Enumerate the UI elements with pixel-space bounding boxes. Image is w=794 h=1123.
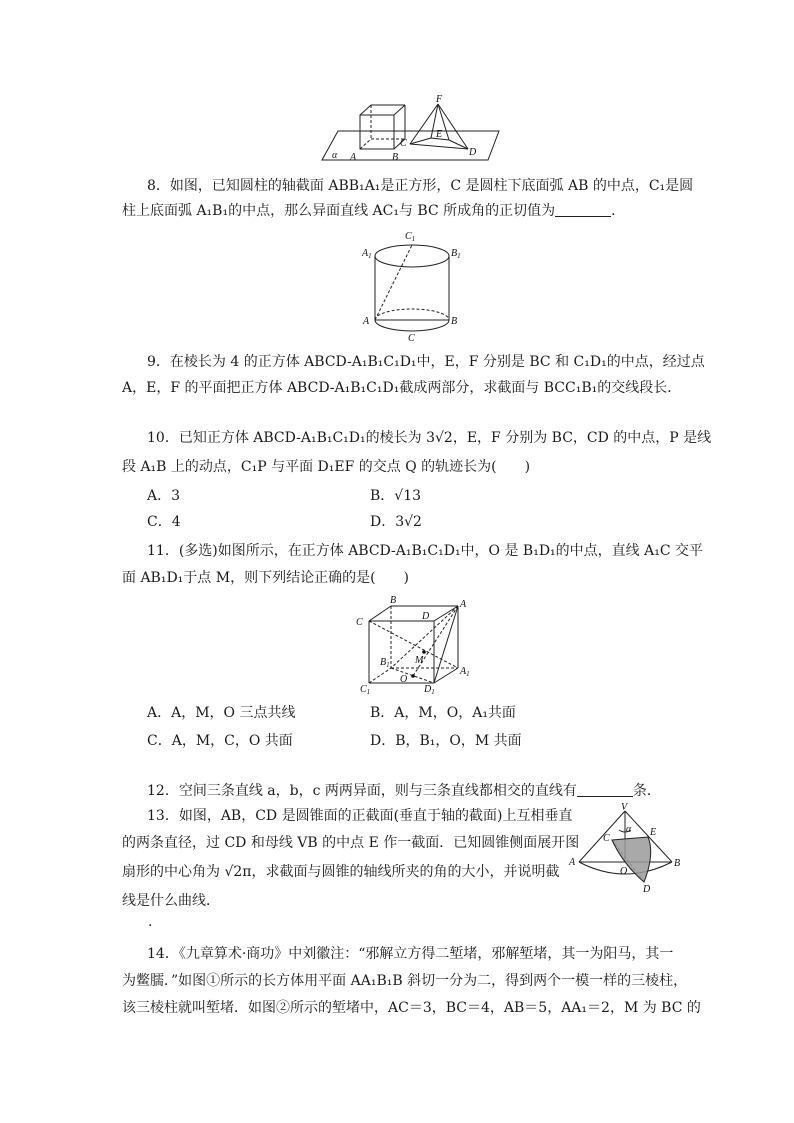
label-C: C bbox=[603, 833, 610, 844]
q11-line1: 11．(多选)如图所示，在正方体 ABCD-A₁B₁C₁D₁中，O 是 B₁D₁的中点，直线 A₁C 交平 bbox=[147, 543, 704, 559]
label-A1: $A_1$ bbox=[362, 248, 372, 260]
label-E: E bbox=[436, 129, 443, 140]
label-D: D bbox=[422, 611, 430, 622]
q13-line3: 扇形的中心角为 √2π，求截面与圆锥的轴线所夹的角的大小，并说明截 bbox=[122, 864, 560, 880]
q10-option-c[interactable]: C．4 bbox=[147, 514, 181, 530]
label-E: E bbox=[650, 827, 657, 838]
q10-option-b[interactable]: B．√13 bbox=[370, 488, 422, 504]
q12-text-end: 条． bbox=[632, 783, 661, 799]
label-O: O bbox=[620, 866, 628, 877]
label-C1: $C_1$ bbox=[405, 231, 416, 243]
label-C1: $C_1$ bbox=[360, 684, 371, 696]
q12-answer-blank[interactable] bbox=[577, 782, 633, 797]
label-C: C bbox=[356, 617, 363, 628]
q14-line2: 为鳖臑．”如图①所示的长方体用平面 AA₁B₁B 斜切一分为二，得到两个一模一样的三棱柱， bbox=[122, 973, 688, 989]
label-B: B bbox=[390, 595, 397, 606]
label-C: C bbox=[408, 333, 415, 344]
figure-cube bbox=[352, 592, 477, 698]
q13-line4: 线是什么曲线． bbox=[122, 893, 220, 909]
label-B: B bbox=[451, 316, 458, 327]
q14-line1: 14．《九章算术·商功》中刘徽注：“邪解立方得二堑堵，邪解堑堵，其一为阳马，其一 bbox=[147, 946, 674, 962]
label-alpha: α bbox=[332, 150, 338, 161]
q8-line2-text: 柱上底面弧 A₁B₁的中点，那么异面直线 AC₁与 BC 所成角的正切值为 bbox=[122, 203, 556, 219]
q11-option-c[interactable]: C．A，M，C，O 共面 bbox=[147, 733, 293, 749]
label-B: B bbox=[674, 858, 681, 869]
label-D1: $D_1$ bbox=[424, 684, 435, 696]
q11-line2: 面 AB₁D₁于点 M，则下列结论正确的是( ) bbox=[122, 570, 410, 586]
label-A: A bbox=[569, 857, 576, 868]
q8-line2 bbox=[122, 201, 662, 221]
label-A: A bbox=[363, 316, 370, 327]
q11-option-b[interactable]: B．A，M，O，A₁共面 bbox=[370, 705, 516, 721]
figure-cone-svg bbox=[565, 804, 687, 894]
q10-option-a[interactable]: A．3 bbox=[147, 488, 181, 504]
label-A1: $A_1$ bbox=[460, 666, 470, 678]
q10-line2: 段 A₁B 上的动点，C₁P 与平面 D₁EF 的交点 Q 的轨迹长为( ) bbox=[122, 459, 531, 475]
q9-line1: 9．在棱长为 4 的正方体 ABCD-A₁B₁C₁D₁中，E，F 分别是 BC 和 C₁D₁的中点，经过点 bbox=[147, 354, 705, 370]
figure-cone bbox=[565, 804, 687, 894]
q9-line2: A，E，F 的平面把正方体 ABCD-A₁B₁C₁D₁截成两部分，求截面与 BCC₁B₁的交线段长． bbox=[122, 380, 682, 396]
label-A: A bbox=[350, 152, 357, 163]
figure-planes bbox=[318, 94, 503, 166]
figure-cylinder bbox=[360, 226, 470, 346]
figure-cylinder-svg bbox=[360, 226, 470, 346]
q11-option-a[interactable]: A．A，M，O 三点共线 bbox=[147, 705, 296, 721]
stray-dot: . bbox=[148, 914, 153, 930]
label-alpha: α bbox=[626, 824, 632, 835]
q14-line3: 该三棱柱就叫堑堵．如图②所示的堑堵中，AC＝3，BC＝4，AB＝5，AA₁＝2，M 为 BC 的 bbox=[122, 1000, 701, 1016]
q8-answer-blank[interactable] bbox=[555, 202, 611, 217]
q11-option-d[interactable]: D．B，B₁，O，M 共面 bbox=[370, 733, 522, 749]
q12-line bbox=[147, 781, 687, 801]
q8-line2-end: ． bbox=[611, 203, 626, 219]
q10-line1: 10．已知正方体 ABCD-A₁B₁C₁D₁的棱长为 3√2，E，F 分别为 BC，CD 的中点，P 是线 bbox=[147, 430, 712, 446]
label-V: V bbox=[621, 802, 628, 813]
label-C: C bbox=[400, 138, 407, 149]
label-D: D bbox=[469, 147, 477, 158]
label-B: B bbox=[392, 152, 399, 163]
label-A: A bbox=[460, 599, 467, 610]
figure-cube-svg bbox=[352, 592, 477, 698]
label-O: O bbox=[400, 674, 408, 685]
q13-line1: 13．如图，AB，CD 是圆锥面的正截面(垂直于轴的截面)上互相垂直 bbox=[147, 808, 573, 824]
q10-option-d[interactable]: D．3√2 bbox=[370, 514, 422, 530]
q12-text: 12．空间三条直线 a，b，c 两两异面，则与三条直线都相交的直线有 bbox=[147, 783, 577, 799]
label-D: D bbox=[643, 884, 651, 895]
label-B1: $B_1$ bbox=[380, 657, 390, 669]
figure-planes-svg bbox=[318, 94, 503, 166]
label-M: M bbox=[415, 655, 424, 666]
label-B1: $B_1$ bbox=[451, 248, 461, 260]
q8-line1: 8．如图，已知圆柱的轴截面 ABB₁A₁是正方形，C 是圆柱下底面弧 AB 的中点，C₁是圆 bbox=[147, 178, 694, 194]
q13-line2: 的两条直径，过 CD 和母线 VB 的中点 E 作一截面．已知圆锥侧面展开图 bbox=[122, 835, 580, 851]
label-F: F bbox=[436, 94, 443, 105]
